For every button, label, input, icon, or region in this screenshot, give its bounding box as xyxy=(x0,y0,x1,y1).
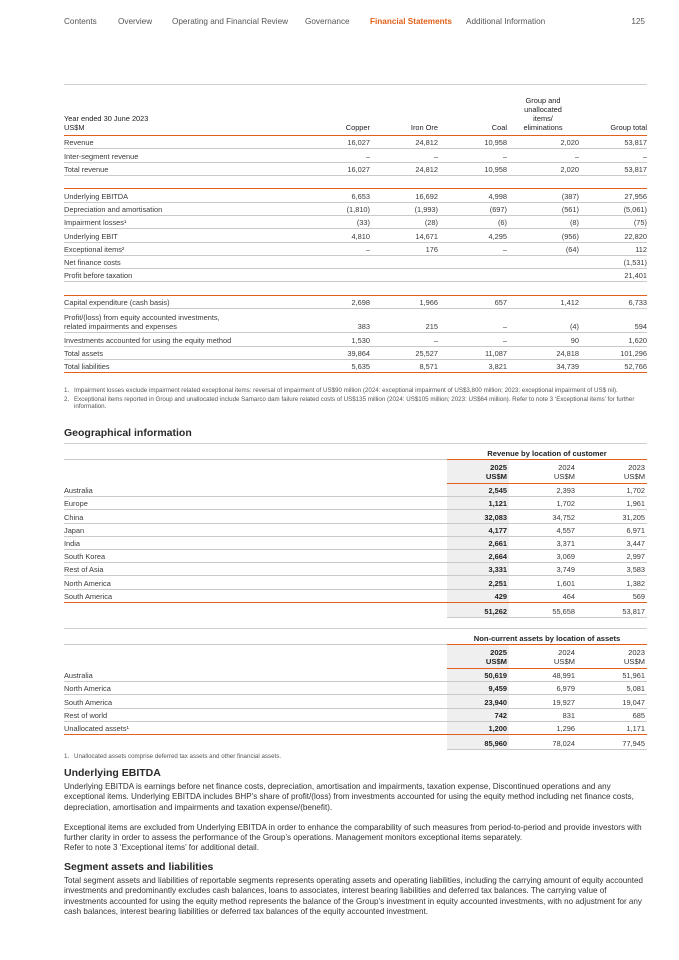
nav-financial-statements[interactable]: Financial Statements xyxy=(370,17,452,26)
row-value: (6) xyxy=(438,215,507,228)
segment-row-capital-expenditure-cash-basis xyxy=(64,295,647,308)
row-value xyxy=(370,269,438,282)
row-value: 742 xyxy=(447,708,509,721)
total-label-spacer xyxy=(64,734,447,749)
row-value: (28) xyxy=(370,215,438,228)
row-value: 4,557 xyxy=(509,523,577,536)
row-value: 3,371 xyxy=(509,536,577,549)
row-value: 5,081 xyxy=(577,682,647,695)
row-value: 3,069 xyxy=(509,549,577,562)
revenue-by-location-table xyxy=(64,443,647,618)
row-value: – xyxy=(438,309,507,333)
segment-row-profit-before-taxation xyxy=(64,269,647,282)
row-label: South America xyxy=(64,695,447,708)
row-value: 24,812 xyxy=(370,136,438,149)
row-value: 19,047 xyxy=(577,695,647,708)
row-value: 1,601 xyxy=(509,576,577,589)
assets-years-spacer xyxy=(64,645,447,669)
row-value: 831 xyxy=(509,708,577,721)
row-value: (1,993) xyxy=(370,202,438,215)
segment-row-investments-accounted-for-using-the-equity-method xyxy=(64,333,647,346)
segment-table-header xyxy=(64,96,647,136)
row-value: 176 xyxy=(370,242,438,255)
row-label: Total liabilities xyxy=(64,359,286,372)
total-value: 85,960 xyxy=(447,734,509,749)
revenue-year-2024: 2024 US$M xyxy=(509,460,577,484)
spacer-cell xyxy=(507,175,579,189)
row-value: 52,766 xyxy=(579,359,647,372)
segment-information-table xyxy=(64,96,647,373)
row-value: 34,752 xyxy=(509,510,577,523)
revenue-years-spacer xyxy=(64,460,447,484)
assets-total-row xyxy=(64,734,647,749)
spacer-cell xyxy=(286,175,370,189)
row-value: 215 xyxy=(370,309,438,333)
row-value: 31,205 xyxy=(577,510,647,523)
row-value: (33) xyxy=(286,215,370,228)
row-value: 51,961 xyxy=(577,669,647,682)
segment-footnotes xyxy=(64,387,647,412)
revenue-year-2023: 2023 US$M xyxy=(577,460,647,484)
assets-row-australia xyxy=(64,669,647,682)
row-value: 1,702 xyxy=(509,497,577,510)
row-value: (5,061) xyxy=(579,202,647,215)
row-value: 6,971 xyxy=(577,523,647,536)
revenue-row-india xyxy=(64,536,647,549)
spacer-cell xyxy=(64,282,286,296)
row-value: 10,958 xyxy=(438,136,507,149)
row-value: (1,810) xyxy=(286,202,370,215)
row-value: 112 xyxy=(579,242,647,255)
spacer-cell xyxy=(507,282,579,296)
row-label: India xyxy=(64,536,447,549)
row-value: 11,087 xyxy=(438,346,507,359)
spacer-cell xyxy=(579,282,647,296)
row-value: 22,820 xyxy=(579,229,647,242)
total-value: 53,817 xyxy=(577,602,647,617)
segment-row-exceptional-items xyxy=(64,242,647,255)
row-value: 2,251 xyxy=(447,576,509,589)
row-value: 3,583 xyxy=(577,563,647,576)
spacer-cell xyxy=(64,175,286,189)
top-navigation xyxy=(64,17,645,29)
segment-row-total-assets xyxy=(64,346,647,359)
row-value: 1,412 xyxy=(507,295,579,308)
row-label: North America xyxy=(64,682,447,695)
row-label: Net finance costs xyxy=(64,255,286,268)
segment-row-total-revenue xyxy=(64,162,647,175)
assets-table-title: Non-current assets by location of assets xyxy=(447,629,647,645)
row-label: Underlying EBIT xyxy=(64,229,286,242)
spacer-cell xyxy=(370,175,438,189)
row-value: 1,620 xyxy=(579,333,647,346)
assets-footnote xyxy=(64,753,647,762)
row-value: 1,382 xyxy=(577,576,647,589)
segment-row-impairment-losses xyxy=(64,215,647,228)
row-value: – xyxy=(286,242,370,255)
row-label: China xyxy=(64,510,447,523)
segment-period-header: Year ended 30 June 2023 US$M xyxy=(64,96,286,136)
row-value: 6,979 xyxy=(509,682,577,695)
row-value xyxy=(438,269,507,282)
row-value: 1,200 xyxy=(447,721,509,734)
revenue-title-spacer xyxy=(64,444,447,460)
assets-row-unallocated-assets xyxy=(64,721,647,734)
row-value: 19,927 xyxy=(509,695,577,708)
row-value: 10,958 xyxy=(438,162,507,175)
row-label: South America xyxy=(64,589,447,602)
row-value: 2,020 xyxy=(507,136,579,149)
row-value: 594 xyxy=(579,309,647,333)
row-value: 90 xyxy=(507,333,579,346)
row-value: 27,956 xyxy=(579,189,647,202)
row-value: 1,702 xyxy=(577,484,647,497)
row-value: 2,393 xyxy=(509,484,577,497)
row-label: North America xyxy=(64,576,447,589)
segment-row-revenue xyxy=(64,136,647,149)
row-value: 1,121 xyxy=(447,497,509,510)
footnote-2: 2. Exceptional items reported in Group and unallocated include Samarco dam failure related costs of US$135 million (2024: US$105 million; 2023: US$64 million). Refer to note 3 ‘Exceptional items’ for further information. xyxy=(64,395,635,411)
page-number: 125 xyxy=(631,17,645,26)
row-label: Impairment losses¹ xyxy=(64,215,286,228)
row-value: 16,692 xyxy=(370,189,438,202)
row-label: Rest of Asia xyxy=(64,563,447,576)
row-value: – xyxy=(370,149,438,162)
segment-spacer-row xyxy=(64,175,647,189)
row-label: Unallocated assets¹ xyxy=(64,721,447,734)
geographical-heading: Geographical information xyxy=(64,427,192,439)
row-value: – xyxy=(438,333,507,346)
row-value xyxy=(438,255,507,268)
row-value: 8,571 xyxy=(370,359,438,372)
revenue-row-rest-of-asia xyxy=(64,563,647,576)
row-label: Capital expenditure (cash basis) xyxy=(64,295,286,308)
row-value: 6,733 xyxy=(579,295,647,308)
total-value: 55,658 xyxy=(509,602,577,617)
row-label: Japan xyxy=(64,523,447,536)
row-value: 2,545 xyxy=(447,484,509,497)
assets-year-2023: 2023 US$M xyxy=(577,645,647,669)
row-value: 3,447 xyxy=(577,536,647,549)
nav-overview[interactable]: Overview xyxy=(118,17,153,26)
row-value: 24,818 xyxy=(507,346,579,359)
revenue-row-australia xyxy=(64,484,647,497)
nav-governance[interactable]: Governance xyxy=(305,17,350,26)
row-value: (64) xyxy=(507,242,579,255)
row-value: (956) xyxy=(507,229,579,242)
row-label: Investments accounted for using the equity method xyxy=(64,333,286,346)
row-value: (75) xyxy=(579,215,647,228)
row-label: Profit/(loss) from equity accounted investments, related impairments and expenses xyxy=(64,309,286,333)
assets-row-north-america xyxy=(64,682,647,695)
underlying-ebitda-para-1: Underlying EBITDA is earnings before net finance costs, depreciation, amortisation and impairments, taxation expense, Discontinued operations and any exceptional items. Underlying EBITDA includes BHP’s share of profit/(loss) from investments accounted for using the equity method including net finance costs, depreciation, amortisation and impairments and taxation expense/(benefit). xyxy=(64,782,634,812)
row-value: (1,531) xyxy=(579,255,647,268)
row-value: 569 xyxy=(577,589,647,602)
col-copper: Copper xyxy=(286,96,370,136)
row-value: – xyxy=(507,149,579,162)
underlying-ebitda-heading: Underlying EBITDA xyxy=(64,767,161,779)
row-value: – xyxy=(438,149,507,162)
row-value: 21,401 xyxy=(579,269,647,282)
row-value xyxy=(286,269,370,282)
row-value: 9,459 xyxy=(447,682,509,695)
row-value xyxy=(507,269,579,282)
row-value: 53,817 xyxy=(579,162,647,175)
row-label: Europe xyxy=(64,497,447,510)
row-value: 657 xyxy=(438,295,507,308)
row-value: 2,698 xyxy=(286,295,370,308)
total-value: 77,945 xyxy=(577,734,647,749)
row-value: 5,635 xyxy=(286,359,370,372)
row-value: 2,661 xyxy=(447,536,509,549)
row-value: 1,530 xyxy=(286,333,370,346)
revenue-year-2025: 2025 US$M xyxy=(447,460,509,484)
assets-year-2025: 2025 US$M xyxy=(447,645,509,669)
revenue-row-north-america xyxy=(64,576,647,589)
row-value: 24,812 xyxy=(370,162,438,175)
row-value: – xyxy=(370,333,438,346)
segment-row-total-liabilities xyxy=(64,359,647,372)
assets-title-spacer xyxy=(64,629,447,645)
row-label: Profit before taxation xyxy=(64,269,286,282)
row-label: Australia xyxy=(64,484,447,497)
row-value: (8) xyxy=(507,215,579,228)
row-value: 39,864 xyxy=(286,346,370,359)
row-value: 2,664 xyxy=(447,549,509,562)
row-label: Inter-segment revenue xyxy=(64,149,286,162)
underlying-ebitda-para-3: Refer to note 3 ‘Exceptional items’ for additional detail. xyxy=(64,843,259,852)
col-iron-ore: Iron Ore xyxy=(370,96,438,136)
spacer-cell xyxy=(579,175,647,189)
row-value: 4,177 xyxy=(447,523,509,536)
row-value: 53,817 xyxy=(579,136,647,149)
revenue-row-china xyxy=(64,510,647,523)
row-value: 23,940 xyxy=(447,695,509,708)
spacer-cell xyxy=(438,175,507,189)
col-group-unallocated: Group and unallocated items/ eliminations xyxy=(507,96,579,136)
segment-assets-para: Total segment assets and liabilities of reportable segments represents operating assets and operating liabilities, including the carrying amount of equity accounted investments and predominantly excludes cash balances, loans to associates, interest bearing liabilities and deferred tax balances. The carrying value of investments accounted for using the equity method represents the balance of the Group’s investment in equity accounted investments, with no adjustment for any cash balances, interest bearing liabilities or deferred tax balances of the equity accounted investment. xyxy=(64,876,644,917)
row-value: (561) xyxy=(507,202,579,215)
segment-row-underlying-ebit xyxy=(64,229,647,242)
segment-assets-heading: Segment assets and liabilities xyxy=(64,861,214,873)
total-value: 51,262 xyxy=(447,602,509,617)
nav-additional-information[interactable]: Additional Information xyxy=(466,17,546,26)
row-value: 4,998 xyxy=(438,189,507,202)
row-value: (4) xyxy=(507,309,579,333)
underlying-ebitda-para-2: Exceptional items are excluded from Underlying EBITDA in order to enhance the comparability of such measures from period-to-period and provide investors with further clarity in order to assess the performance of the Group’s operations. Management monitors exceptional items separately. xyxy=(64,823,642,843)
spacer-cell xyxy=(286,282,370,296)
row-value: 32,083 xyxy=(447,510,509,523)
row-value: – xyxy=(438,242,507,255)
row-value: 3,749 xyxy=(509,563,577,576)
nav-operating-financial-review[interactable]: Operating and Financial Review xyxy=(172,17,289,26)
row-value: – xyxy=(286,149,370,162)
row-value: – xyxy=(579,149,647,162)
row-label: Underlying EBITDA xyxy=(64,189,286,202)
row-value: 1,171 xyxy=(577,721,647,734)
spacer-cell xyxy=(438,282,507,296)
nav-contents[interactable]: Contents xyxy=(64,17,97,26)
segment-spacer-row xyxy=(64,282,647,296)
row-value: 16,027 xyxy=(286,162,370,175)
revenue-row-europe xyxy=(64,497,647,510)
total-value: 78,024 xyxy=(509,734,577,749)
row-label: Total assets xyxy=(64,346,286,359)
row-value: 4,810 xyxy=(286,229,370,242)
row-label: Rest of world xyxy=(64,708,447,721)
row-label: Revenue xyxy=(64,136,286,149)
row-value: 685 xyxy=(577,708,647,721)
segment-row-inter-segment-revenue xyxy=(64,149,647,162)
segment-row-profit-loss-from-equity-accounted-investments-related-impairments-and-expenses xyxy=(64,309,647,333)
col-group-total: Group total xyxy=(579,96,647,136)
row-value: 429 xyxy=(447,589,509,602)
row-value: 383 xyxy=(286,309,370,333)
row-value: (697) xyxy=(438,202,507,215)
row-value: 3,331 xyxy=(447,563,509,576)
row-value: 3,821 xyxy=(438,359,507,372)
row-value: 16,027 xyxy=(286,136,370,149)
row-value: 14,671 xyxy=(370,229,438,242)
row-label: Exceptional items² xyxy=(64,242,286,255)
total-label-spacer xyxy=(64,602,447,617)
col-coal: Coal xyxy=(438,96,507,136)
assets-by-location-table xyxy=(64,628,647,750)
row-value: 6,653 xyxy=(286,189,370,202)
header-divider xyxy=(64,84,647,85)
row-value: 48,991 xyxy=(509,669,577,682)
row-value: 464 xyxy=(509,589,577,602)
revenue-row-japan xyxy=(64,523,647,536)
spacer-cell xyxy=(370,282,438,296)
row-value: 4,295 xyxy=(438,229,507,242)
row-value: (387) xyxy=(507,189,579,202)
segment-row-net-finance-costs xyxy=(64,255,647,268)
assets-footnote-1: 1. Unallocated assets comprise deferred tax assets and other financial assets. xyxy=(64,753,282,760)
row-label: South Korea xyxy=(64,549,447,562)
row-value: 1,961 xyxy=(577,497,647,510)
footnote-1: 1. Impairment losses exclude impairment related exceptional items: reversal of impairment of US$90 million (2024: exceptional impairment of US$3,800 million; 2023: exceptional impairment of US$ nil). xyxy=(64,387,618,394)
segment-row-underlying-ebitda xyxy=(64,189,647,202)
row-value: 1,296 xyxy=(509,721,577,734)
segment-row-depreciation-and-amortisation xyxy=(64,202,647,215)
row-value xyxy=(286,255,370,268)
revenue-table-title: Revenue by location of customer xyxy=(447,444,647,460)
row-value: 101,296 xyxy=(579,346,647,359)
row-label: Depreciation and amortisation xyxy=(64,202,286,215)
assets-year-2024: 2024 US$M xyxy=(509,645,577,669)
row-value: 25,527 xyxy=(370,346,438,359)
row-value: 50,619 xyxy=(447,669,509,682)
revenue-total-row xyxy=(64,602,647,617)
row-value: 1,966 xyxy=(370,295,438,308)
revenue-row-south-america xyxy=(64,589,647,602)
row-value: 34,739 xyxy=(507,359,579,372)
row-value xyxy=(370,255,438,268)
row-value: 2,997 xyxy=(577,549,647,562)
assets-row-rest-of-world xyxy=(64,708,647,721)
assets-row-south-america xyxy=(64,695,647,708)
row-value: 2,020 xyxy=(507,162,579,175)
row-label: Australia xyxy=(64,669,447,682)
row-label: Total revenue xyxy=(64,162,286,175)
revenue-row-south-korea xyxy=(64,549,647,562)
row-value xyxy=(507,255,579,268)
